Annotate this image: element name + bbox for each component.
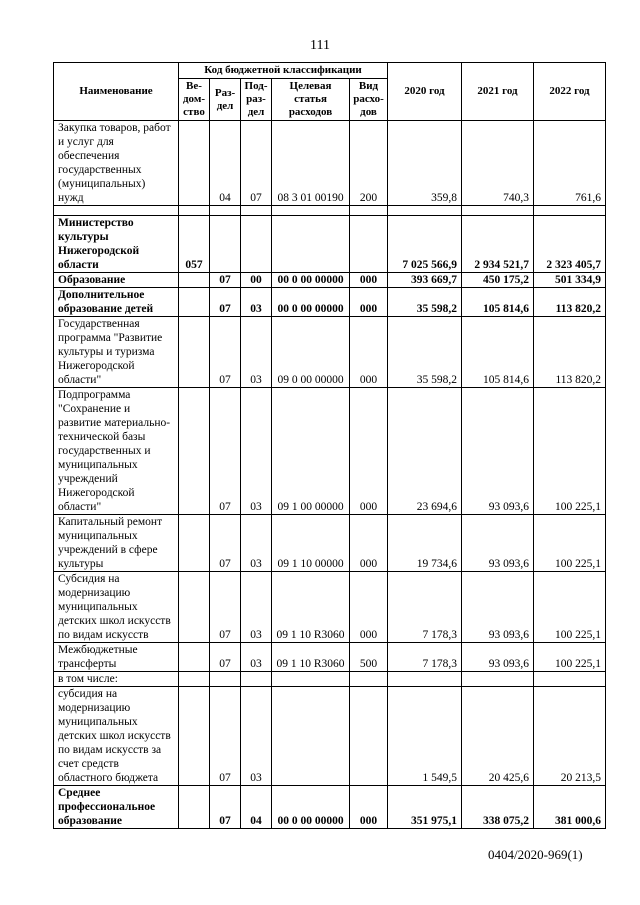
cell-celevaya: 08 3 01 00190 [272,121,350,206]
cell-podrazdel [241,672,272,687]
cell-vedomstvo [179,121,210,206]
cell-name: в том числе: [54,672,179,687]
cell-2021: 20 425,6 [462,687,534,786]
cell-vid [350,216,388,273]
cell-razdel: 07 [210,572,241,643]
cell-2020: 35 598,2 [388,288,462,317]
cell-razdel: 07 [210,643,241,672]
header-razdel: Раз- дел [210,79,241,121]
cell-vid: 000 [350,273,388,288]
cell-vid: 000 [350,288,388,317]
cell-razdel: 07 [210,273,241,288]
cell-celevaya: 00 0 00 00000 [272,786,350,829]
cell-2022: 100 225,1 [534,515,606,572]
cell-vid: 000 [350,786,388,829]
cell-2022: 761,6 [534,121,606,206]
cell-vid: 000 [350,317,388,388]
cell-vedomstvo: 057 [179,216,210,273]
cell-2022: 100 225,1 [534,643,606,672]
cell-podrazdel: 00 [241,273,272,288]
cell-podrazdel: 03 [241,687,272,786]
cell-celevaya: 09 1 00 00000 [272,388,350,515]
cell-celevaya: 09 0 00 00000 [272,317,350,388]
cell-2021: 93 093,6 [462,388,534,515]
cell-razdel: 07 [210,388,241,515]
cell-vedomstvo [179,317,210,388]
header-podrazdel: Под- раз- дел [241,79,272,121]
cell-2021: 105 814,6 [462,317,534,388]
cell-vid: 000 [350,515,388,572]
cell-2020: 19 734,6 [388,515,462,572]
cell-vid: 000 [350,572,388,643]
cell-2020: 35 598,2 [388,317,462,388]
cell-podrazdel: 03 [241,288,272,317]
header-2021: 2021 год [462,63,534,121]
cell-celevaya [272,216,350,273]
cell-name: Среднее профессиональное образование [54,786,179,829]
cell-podrazdel: 04 [241,786,272,829]
cell-vedomstvo [179,786,210,829]
table-row [54,121,606,206]
empty-cell [210,206,241,216]
cell-vedomstvo [179,288,210,317]
table-row [54,515,606,572]
cell-razdel: 07 [210,687,241,786]
cell-2021: 93 093,6 [462,572,534,643]
empty-cell [462,206,534,216]
footer-document-code: 0404/2020-969(1) [488,847,583,862]
cell-celevaya [272,687,350,786]
cell-2021: 93 093,6 [462,643,534,672]
cell-2022: 113 820,2 [534,288,606,317]
cell-2020 [388,672,462,687]
cell-vid [350,672,388,687]
cell-celevaya: 00 0 00 00000 [272,273,350,288]
cell-razdel [210,216,241,273]
cell-name: Дополнительное образование детей [54,288,179,317]
cell-2022: 381 000,6 [534,786,606,829]
cell-2021: 450 175,2 [462,273,534,288]
cell-2021 [462,672,534,687]
cell-2021: 105 814,6 [462,288,534,317]
cell-vid: 000 [350,388,388,515]
cell-name: Субсидия на модернизацию муниципальных детских школ искусств по видам искусств [54,572,179,643]
cell-2022: 100 225,1 [534,572,606,643]
header-vedomstvo: Ве- дом- ство [179,79,210,121]
cell-podrazdel: 07 [241,121,272,206]
cell-2020: 7 025 566,9 [388,216,462,273]
empty-cell [388,206,462,216]
cell-name: Образование [54,273,179,288]
cell-name: Капитальный ремонт муниципальных учреждений в сфере культуры [54,515,179,572]
cell-name: Закупка товаров, работ и услуг для обеспечения государственных (муниципальных) нужд [54,121,179,206]
cell-razdel: 04 [210,121,241,206]
table-row [54,786,606,829]
cell-celevaya: 09 1 10 R3060 [272,572,350,643]
cell-vedomstvo [179,273,210,288]
cell-2021: 338 075,2 [462,786,534,829]
table-row [54,572,606,643]
empty-cell [534,206,606,216]
table-row [54,216,606,273]
table-row [54,388,606,515]
empty-cell [179,206,210,216]
cell-2020: 359,8 [388,121,462,206]
cell-2021: 2 934 521,7 [462,216,534,273]
cell-vedomstvo [179,672,210,687]
cell-2020: 7 178,3 [388,643,462,672]
empty-cell [272,206,350,216]
cell-name: Министерство культуры Нижегородской области [54,216,179,273]
table-row [54,206,606,216]
cell-celevaya: 09 1 10 R3060 [272,643,350,672]
cell-razdel: 07 [210,288,241,317]
budget-table [53,62,606,829]
page-number: 111 [310,38,330,53]
cell-2020: 393 669,7 [388,273,462,288]
cell-2020: 23 694,6 [388,388,462,515]
table-row [54,288,606,317]
table-row [54,273,606,288]
header-name: Наименование [54,63,179,121]
cell-2022: 2 323 405,7 [534,216,606,273]
cell-razdel: 07 [210,786,241,829]
empty-cell [350,206,388,216]
cell-name: субсидия на модернизацию муниципальных детских школ искусств по видам искусств за счет средств областного бюджета [54,687,179,786]
header-vid: Вид расхо- дов [350,79,388,121]
cell-2022: 113 820,2 [534,317,606,388]
cell-podrazdel: 03 [241,388,272,515]
cell-name: Межбюджетные трансферты [54,643,179,672]
cell-2021: 740,3 [462,121,534,206]
cell-podrazdel: 03 [241,572,272,643]
header-celevaya: Целевая статья расходов [272,79,350,121]
cell-2020: 351 975,1 [388,786,462,829]
cell-vid: 500 [350,643,388,672]
table-row [54,672,606,687]
cell-podrazdel: 03 [241,317,272,388]
cell-vid [350,687,388,786]
cell-celevaya: 09 1 10 00000 [272,515,350,572]
cell-celevaya: 00 0 00 00000 [272,288,350,317]
cell-name: Государственная программа "Развитие культуры и туризма Нижегородской области" [54,317,179,388]
cell-2020: 7 178,3 [388,572,462,643]
cell-2021: 93 093,6 [462,515,534,572]
cell-razdel [210,672,241,687]
cell-2022: 100 225,1 [534,388,606,515]
cell-2022: 501 334,9 [534,273,606,288]
header-2020: 2020 год [388,63,462,121]
cell-vedomstvo [179,388,210,515]
empty-cell [54,206,179,216]
cell-podrazdel: 03 [241,643,272,672]
table-row [54,643,606,672]
cell-celevaya [272,672,350,687]
cell-podrazdel [241,216,272,273]
header-2022: 2022 год [534,63,606,121]
cell-vedomstvo [179,572,210,643]
cell-2020: 1 549,5 [388,687,462,786]
cell-vedomstvo [179,643,210,672]
cell-vid: 200 [350,121,388,206]
cell-name: Подпрограмма "Сохранение и развитие материально- технической базы государственных и муниципальных учреждений Нижегородской области" [54,388,179,515]
table-row [54,317,606,388]
table-row [54,687,606,786]
cell-razdel: 07 [210,515,241,572]
cell-razdel: 07 [210,317,241,388]
cell-vedomstvo [179,687,210,786]
empty-cell [241,206,272,216]
cell-vedomstvo [179,515,210,572]
cell-podrazdel: 03 [241,515,272,572]
cell-2022: 20 213,5 [534,687,606,786]
cell-2022 [534,672,606,687]
header-code-group: Код бюджетной классификации [179,63,388,79]
